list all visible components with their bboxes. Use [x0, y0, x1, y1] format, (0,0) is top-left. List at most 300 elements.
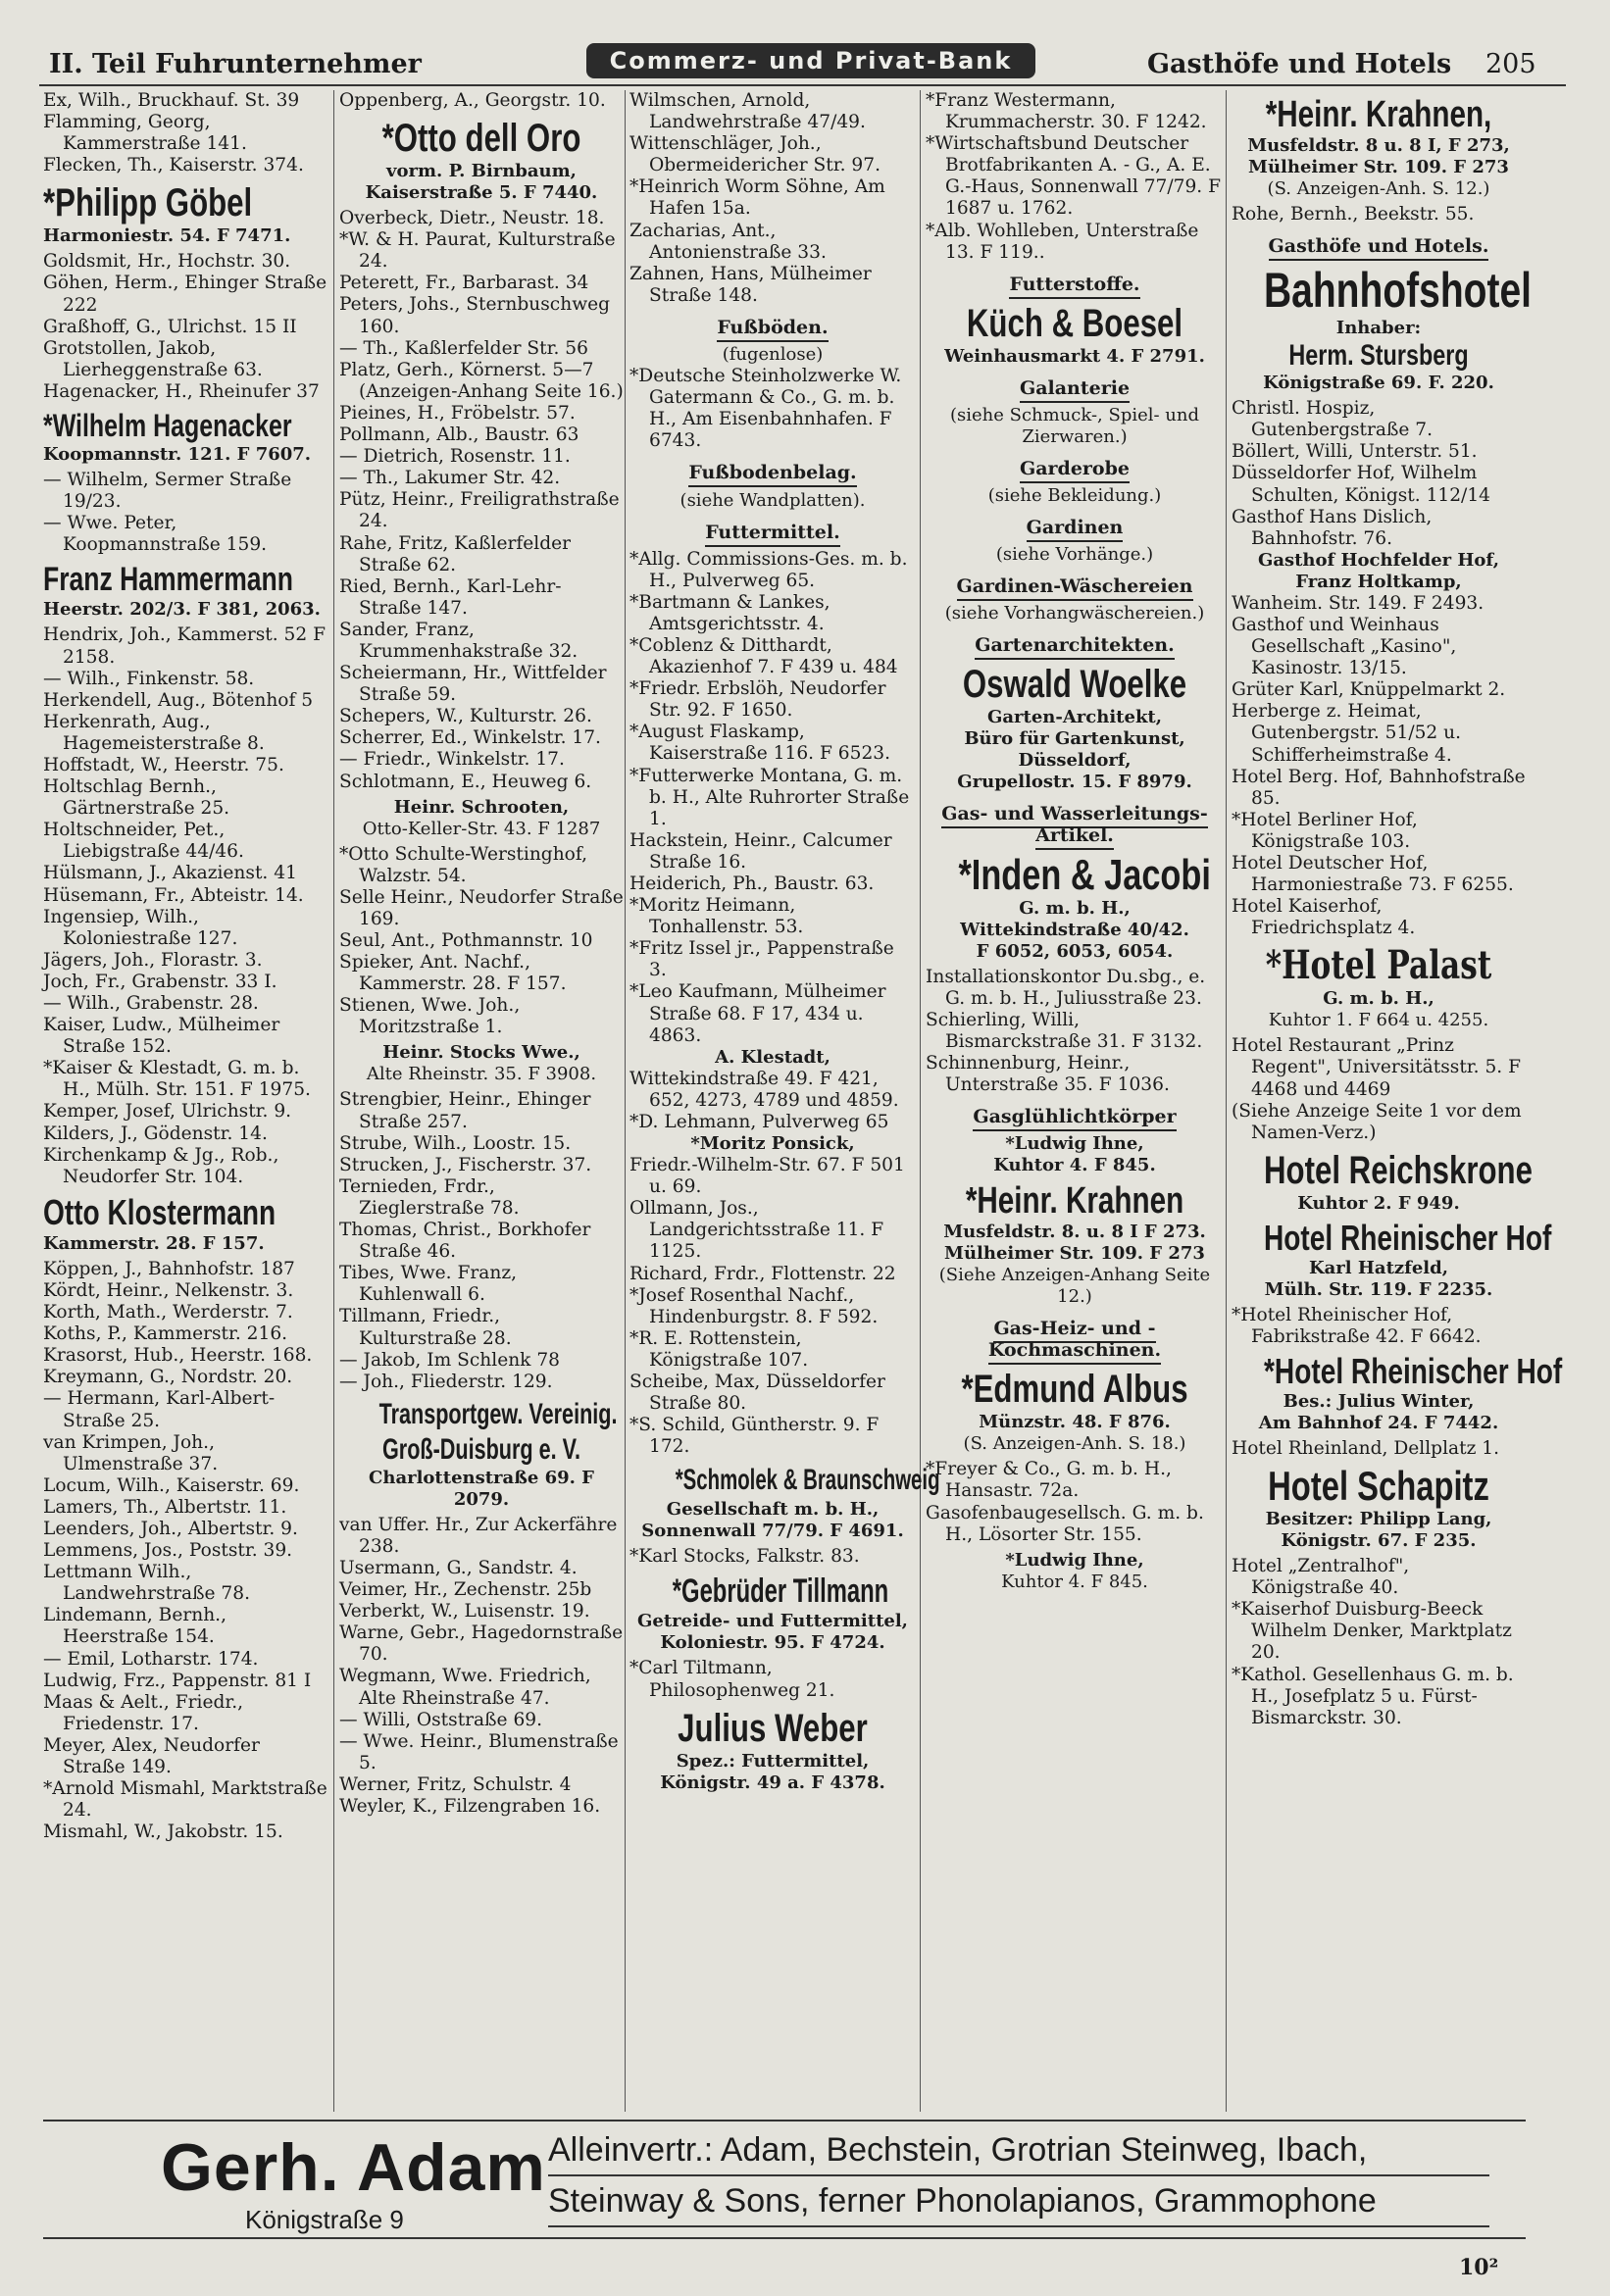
ad-line: Bes.: Julius Winter, [1283, 1391, 1475, 1412]
directory-entry: *Carl Tiltmann, Philosophenweg 21. [629, 1658, 835, 1701]
directory-entry: — Joh., Fliederstr. 129. [339, 1371, 553, 1392]
section-heading: Gasglühlichtkörper [926, 1106, 1224, 1127]
directory-entry: Gasthof und Weinhaus Gesellschaft „Kasino", Kasinostr. 13/15. [1232, 614, 1457, 679]
directory-entry: Gasofenbaugesellsch. G. m. b. H., Lösorter Str. 155. [926, 1502, 1204, 1545]
header-bank-banner: Commerz- und Privat-Bank [586, 43, 1035, 78]
directory-entry: Wittekindstraße 49. F 421, 652, 4273, 4789 und 4859. [629, 1068, 899, 1111]
directory-entry: *Arnold Mismahl, Marktstraße 24. [43, 1778, 327, 1822]
directory-entry: Kördt, Heinr., Nelkenstr. 3. [43, 1279, 294, 1301]
entry-name: *Moritz Ponsick, [690, 1133, 855, 1155]
ad-heinr-schrooten [339, 797, 624, 840]
directory-entry: *Otto Schulte-Werstinghof, Walzstr. 54. [339, 843, 588, 886]
directory-entry: Oppenberg, A., Georgstr. 10. [339, 90, 606, 111]
directory-entry: Hagenacker, H., Rheinufer 37 [43, 380, 320, 402]
ad-note: (S. Anzeigen-Anh. S. 12.) [1267, 178, 1490, 199]
directory-entry: Tillmann, Friedr., Kulturstraße 28. [339, 1306, 512, 1349]
ad-name: *Heinr. Krahnen [965, 1180, 1184, 1223]
entry-list [629, 90, 916, 307]
entry-list [629, 1069, 916, 1133]
ad-inden-jacobi [926, 850, 1224, 963]
entry-list [1232, 398, 1526, 550]
directory-entry: Hüsemann, Fr., Abteistr. 14. [43, 884, 304, 906]
entry-list [43, 1259, 327, 1844]
ad-line: Düsseldorf, [1018, 750, 1132, 772]
directory-entry: Selle Heinr., Neudorfer Straße 169. [339, 886, 624, 929]
entry-list [629, 366, 916, 452]
entry-list [1232, 593, 1526, 940]
ad-line: Musfeldstr. 8. u. 8 I F 273. [943, 1222, 1206, 1243]
section-note: (siehe Schmuck-, Spiel- und Zierwaren.) [949, 404, 1200, 447]
directory-entry: — Wilh., Finkenstr. 58. [43, 668, 255, 689]
ad-ludwig-ihne [926, 1133, 1224, 1176]
ad-name: Otto Klostermann [43, 1191, 277, 1232]
header-category: Gasthöfe und Hotels [1147, 49, 1452, 79]
ad-name: Oswald Woelke [962, 663, 1187, 707]
ad-name: Transportgew. Vereinig. [378, 1397, 618, 1430]
ad-ludwig-ihne-2 [926, 1550, 1224, 1593]
directory-entry: Usermann, G., Sandstr. 4. [339, 1557, 578, 1578]
directory-entry: Wittenschläger, Joh., Obermeidericher Str. 97. [629, 133, 880, 176]
section-heading: Galanterie [926, 377, 1224, 399]
ad-phone: F 6052, 6053, 6054. [976, 940, 1174, 962]
directory-entry: — Th., Lakumer Str. 42. [339, 468, 561, 489]
directory-entry: Lindemann, Bernh., Heerstraße 154. [43, 1605, 226, 1648]
directory-entry: Schierling, Willi, Bismarckstraße 31. F 3132. [926, 1009, 1203, 1052]
column-4 [926, 90, 1224, 2112]
section-heading: Fußbodenbelag. [629, 462, 916, 483]
column-1 [43, 90, 327, 2112]
ad-address: Kuhtor 1. F 664 u. 4255. [1268, 1010, 1489, 1031]
ad-address: Otto-Keller-Str. 43. F 1287 [362, 818, 601, 839]
bottom-advertisement [43, 2120, 1526, 2239]
directory-entry: Korth, Math., Werderstr. 7. [43, 1302, 293, 1323]
directory-entry: Installationskontor Du.sbg., e. G. m. b. H., Juliusstraße 23. [926, 966, 1206, 1009]
directory-entry: *Kaiser & Klestadt, G. m. b. H., Mülh. Str. 151. F 1975. [43, 1058, 311, 1101]
entry-list [1232, 1035, 1526, 1143]
column-3 [629, 90, 940, 2112]
directory-entry: Goldsmit, Hr., Hochstr. 30. [43, 251, 291, 273]
directory-entry: Platz, Gerh., Körnerst. 5—7 (Anzeigen-Anhang Seite 16.) [339, 359, 624, 402]
directory-entry: Veimer, Hr., Zechenstr. 25b [339, 1579, 592, 1601]
directory-entry: Hendrix, Joh., Kammerst. 52 F 2158. [43, 624, 327, 668]
ad-franz-hammermann [43, 560, 327, 621]
directory-entry: Leenders, Joh., Albertstr. 9. [43, 1518, 298, 1539]
directory-entry: Peterett, Fr., Barbarast. 34 [339, 273, 589, 294]
directory-entry: Grüter Karl, Knüppelmarkt 2. [1232, 679, 1506, 701]
directory-entry: Göhen, Herm., Ehinger Straße 222 [43, 273, 327, 316]
directory-entry: *Freyer & Co., G. m. b. H., Hansastr. 72a. [926, 1459, 1172, 1502]
directory-entry: *W. & H. Paurat, Kulturstraße 24. [339, 229, 616, 273]
directory-entry: Holtschneider, Pet., Liebigstraße 44/46. [43, 820, 244, 863]
entry-list [629, 549, 916, 1047]
directory-entry: Overbeck, Dietr., Neustr. 18. [339, 208, 605, 229]
directory-entry: Werner, Fritz, Schulstr. 4 [339, 1773, 572, 1795]
ad-owner: Herm. Stursberg [1288, 339, 1469, 373]
ad-line: Musfeldstr. 8 u. 8 I, F 273, [1247, 135, 1510, 156]
directory-entry: Heiderich, Ph., Baustr. 63. [629, 873, 875, 894]
directory-entry: Lettmann Wilh., Landwehrstraße 78. [43, 1562, 250, 1605]
directory-entry: *Futterwerke Montana, G. m. b. H., Alte Ruhrorter Straße 1. [629, 765, 910, 829]
ad-line: Mülheimer Str. 109. F 273 [1248, 157, 1509, 177]
directory-entry: Kilders, J., Gödenstr. 14. [43, 1123, 268, 1144]
directory-entry: — Dietrich, Rosenstr. 11. [339, 446, 571, 468]
directory-entry: Schlotmann, E., Heuweg 6. [339, 771, 592, 792]
directory-entry: — Wilhelm, Sermer Straße 19/23. [43, 470, 292, 513]
directory-entry: *Heinrich Worm Söhne, Am Hafen 15a. [629, 176, 885, 220]
directory-entry: Kirchenkamp & Jg., Rob., Neudorfer Str. 104. [43, 1144, 279, 1187]
directory-entry: Christl. Hospiz, Gutenbergstraße 7. [1232, 398, 1434, 441]
entry-list [339, 208, 624, 793]
section-heading: Futterstoffe. [926, 274, 1224, 295]
directory-entry: *Hotel Berliner Hof, Königstraße 103. [1232, 809, 1418, 852]
ad-hotel-schapitz [1232, 1464, 1526, 1552]
ad-line: Besitzer: Philipp Lang, [1265, 1509, 1492, 1530]
directory-entry: (Siehe Anzeige Seite 1 vor dem Namen-Verz.) [1232, 1100, 1522, 1143]
ad-line: Getreide- und Futtermittel, [637, 1611, 908, 1632]
directory-entry: van Krimpen, Joh., Ulmenstraße 37. [43, 1431, 219, 1474]
ad-hotel-reichskrone [1232, 1148, 1533, 1215]
ad-line: G. m. b. H., [1019, 897, 1131, 919]
directory-entry: Lamers, Th., Albertstr. 11. [43, 1496, 287, 1518]
directory-entry: Wanheim. Str. 149. F 2493. [1232, 592, 1484, 614]
ad-line: Gesellschaft m. b. H., [666, 1499, 880, 1521]
ad-heinr-krahnen-top [1232, 94, 1526, 200]
ad-hotel-rheinischer-hof-2 [1232, 1351, 1563, 1434]
directory-entry: Holtschlag Bernh., Gärtnerstraße 25. [43, 776, 230, 820]
ad-name: Heinr. Schrooten, [393, 796, 570, 818]
ad-name: Bahnhofshotel [1264, 263, 1532, 319]
ad-address: Kammerstr. 28. F 157. [43, 1232, 265, 1254]
ad-name: *Hotel Rheinischer Hof [1264, 1351, 1563, 1391]
ad-address: Kaiserstraße 5. F 7440. [365, 182, 598, 204]
directory-entry: Ried, Bernh., Karl-Lehr-Straße 147. [339, 575, 562, 619]
entry-list [43, 251, 327, 403]
directory-entry: Hotel „Zentralhof", Königstraße 40. [1232, 1556, 1410, 1599]
ad-address: Königstr. 67. F 235. [1281, 1530, 1477, 1552]
directory-entry: Herkenrath, Aug., Hagemeisterstraße 8. [43, 711, 265, 754]
directory-entry: *R. E. Rottenstein, Königstraße 107. [629, 1327, 809, 1371]
directory-entry: Krasorst, Hub., Heerstr. 168. [43, 1345, 313, 1367]
directory-entry: *Coblenz & Ditthardt, Akazienhof 7. F 439 u. 484 [629, 634, 898, 678]
directory-entry: Meyer, Alex, Neudorfer Straße 149. [43, 1734, 260, 1777]
directory-entry: Herberge z. Heimat, Gutenbergstr. 51/52 u. Schifferheimstraße 4. [1232, 701, 1462, 766]
directory-entry: *Allg. Commissions-Ges. m. b. H., Pulverweg 65. [629, 548, 908, 591]
directory-entry: Peters, Johs., Sternbuschweg 160. [339, 294, 611, 337]
directory-entry: — Hermann, Karl-Albert-Straße 25. [43, 1388, 276, 1431]
directory-entry: Hotel Kaiserhof, Friedrichsplatz 4. [1232, 896, 1416, 939]
directory-entry: Strengbier, Heinr., Ehinger Straße 257. [339, 1089, 591, 1132]
page-number: 205 [1485, 49, 1536, 79]
directory-entry: Wilmschen, Arnold, Landwehrstraße 47/49. [629, 90, 866, 133]
ad-address: Koopmannstr. 121. F 7607. [43, 444, 312, 466]
directory-entry: Hoffstadt, W., Heerstr. 75. [43, 754, 284, 775]
ad-kuech-boesel [926, 301, 1224, 368]
directory-entry: Flecken, Th., Kaiserstr. 374. [43, 155, 304, 176]
ad-address: Heerstr. 202/3. F 381, 2063. [43, 599, 321, 621]
ad-julius-weber [629, 1706, 916, 1794]
ad-line: Büro für Gartenkunst, [964, 728, 1185, 750]
ad-oswald-woelke [926, 662, 1224, 793]
ad-otto-klostermann [43, 1192, 327, 1255]
entry-list [1232, 1556, 1526, 1729]
column-divider [920, 90, 921, 2112]
directory-entry: Warne, Gebr., Hagedornstraße 70. [339, 1622, 624, 1666]
entry-list [339, 90, 624, 112]
entry-list [43, 90, 327, 176]
section-note: (siehe Vorhänge.) [995, 544, 1154, 566]
directory-entry: Jägers, Joh., Florastr. 3. [43, 949, 263, 971]
ad-note: (S. Anzeigen-Anh. S. 18.) [963, 1433, 1186, 1455]
ad-text-line: Steinway & Sons, ferner Phonolapianos, Grammophone [548, 2176, 1489, 2227]
ad-company-address: Königstraße 9 [245, 2205, 404, 2234]
ad-edmund-albus [926, 1367, 1224, 1455]
directory-entry: — Wwe. Peter, Koopmannstraße 159. [43, 513, 268, 556]
ad-name: Heinr. Stocks Wwe., [382, 1042, 580, 1064]
directory-entry: Strucken, J., Fischerstr. 37. [339, 1154, 592, 1175]
ad-name: Hotel Reichskrone [1264, 1148, 1533, 1192]
ad-line: Karl Hatzfeld, [1309, 1257, 1448, 1278]
directory-entry: Joch, Fr., Grabenstr. 33 I. [43, 971, 277, 992]
entry-name: A. Klestadt, [715, 1046, 830, 1068]
ad-address: Sonnenwall 77/79. F 4691. [641, 1521, 904, 1542]
directory-entry: Rahe, Fritz, Kaßlerfelder Straße 62. [339, 532, 571, 575]
ad-address: Kuhtor 4. F 845. [993, 1155, 1156, 1176]
directory-entry: Hotel Restaurant „Prinz Regent", Universitätsstr. 5. F 4468 und 4469 [1232, 1035, 1522, 1100]
ad-address: Königstr. 49 a. F 4378. [660, 1772, 885, 1793]
directory-entry: Koths, P., Kammerstr. 216. [43, 1323, 288, 1345]
directory-entry: — Friedr., Winkelstr. 17. [339, 749, 565, 771]
entry-list [339, 1515, 624, 1818]
ad-address: Kuhtor 4. F 845. [1001, 1571, 1148, 1592]
directory-entry: Scherrer, Ed., Winkelstr. 17. [339, 727, 601, 749]
ad-name: Hotel Schapitz [1268, 1463, 1489, 1510]
ad-line: Inhaber: [1335, 318, 1422, 339]
ad-heinr-krahnen [926, 1180, 1224, 1308]
directory-entry: Scheibe, Max, Düsseldorfer Straße 80. [629, 1371, 885, 1415]
section-heading: Gartenarchitekten. [926, 634, 1224, 656]
column-divider [333, 90, 334, 2112]
directory-entry: Ternieden, Frdr., Zieglerstraße 78. [339, 1175, 520, 1219]
directory-entry: Richard, Frdr., Flottenstr. 22 [629, 1263, 896, 1284]
ad-address: Koloniestr. 95. F 4724. [660, 1632, 885, 1654]
directory-entry: Thomas, Christ., Borkhofer Straße 46. [339, 1220, 591, 1263]
directory-entry: Hotel Deutscher Hof, Harmoniestraße 73. F 6255. [1232, 852, 1514, 896]
directory-entry: *Alb. Wohlleben, Unterstraße 13. F 119.. [926, 220, 1199, 263]
column-5 [1232, 90, 1563, 2112]
entry-list [926, 967, 1224, 1097]
directory-entry: *Bartmann & Lankes, Amtsgerichtsstr. 4. [629, 591, 830, 634]
directory-entry: *August Flaskamp, Kaiserstraße 116. F 6523. [629, 722, 891, 765]
ad-address: Alte Rheinstr. 35. F 3908. [366, 1064, 597, 1085]
directory-entry: *Kaiserhof Duisburg-Beeck Wilhelm Denker, Marktplatz 20. [1232, 1599, 1512, 1664]
directory-entry: Spieker, Ant. Nachf., Kammerstr. 28. F 157. [339, 952, 567, 995]
directory-entry: Weyler, K., Filzengraben 16. [339, 1796, 601, 1817]
directory-entry: Graßhoff, G., Ulrichst. 15 II [43, 316, 297, 337]
directory-entry: Maas & Aelt., Friedr., Friedenstr. 17. [43, 1691, 244, 1734]
ad-address: Königstraße 69. F. 220. [1263, 373, 1494, 394]
entry-list [43, 470, 327, 556]
section-note: (siehe Vorhangwäschereien.) [944, 603, 1205, 624]
ad-name: *Schmolek & Braunschweig [675, 1464, 940, 1497]
ad-name: *Ludwig Ihne, [1005, 1549, 1144, 1571]
ad-hotel-rheinischer-hof [1232, 1217, 1552, 1301]
directory-entry: Böllert, Willi, Unterstr. 51. [1232, 441, 1478, 463]
ad-name: *Gebrüder Tillmann [672, 1572, 889, 1611]
entry-list [43, 624, 327, 1187]
ad-note: (Siehe Anzeigen-Anhang Seite 12.) [938, 1265, 1211, 1308]
ad-line: Garten-Architekt, [987, 707, 1162, 728]
directory-entry: Sander, Franz, Krummenhakstraße 32. [339, 619, 579, 662]
ad-address: Charlottenstraße 69. F 2079. [369, 1467, 594, 1510]
directory-entry: Hotel Rheinland, Dellplatz 1. [1232, 1438, 1500, 1459]
directory-entry: *Moritz Heimann, Tonhallenstr. 53. [629, 895, 804, 938]
ad-address: Kuhtor 2. F 949. [1297, 1192, 1460, 1214]
ad-line: Mülheimer Str. 109. F 273 [944, 1243, 1205, 1265]
directory-entry: — Th., Kaßlerfelder Str. 56 [339, 337, 588, 359]
entry-list [1232, 1305, 1526, 1348]
ad-transportgew-vereinig [339, 1397, 624, 1511]
directory-entry: *Kathol. Gesellenhaus G. m. b. H., Josefplatz 5 u. Fürst-Bismarckstr. 30. [1232, 1664, 1514, 1728]
directory-entry: Ollmann, Jos., Landgerichtsstraße 11. F 1125. [629, 1198, 884, 1263]
directory-entry: Grotstollen, Jakob, Lierheggenstraße 63. [43, 337, 263, 380]
section-heading: Gasthöfe und Hotels. [1232, 235, 1526, 257]
ad-hotel-palast [1232, 943, 1526, 1031]
ad-text-line: Alleinvertr.: Adam, Bechstein, Grotrian Steinweg, Ibach, [548, 2125, 1489, 2176]
ad-name: *Inden & Jacobi [958, 850, 1211, 899]
ad-gebrueder-tillmann [629, 1572, 916, 1654]
directory-entry: *Leo Kaufmann, Mülheimer Straße 68. F 17, 434 u. 4863. [629, 981, 886, 1046]
directory-entry: Kreymann, G., Nordstr. 20. [43, 1367, 293, 1388]
directory-entry: van Uffer. Hr., Zur Ackerfähre 238. [339, 1514, 618, 1557]
section-note: (fugenlose) [722, 344, 824, 366]
column-divider [625, 90, 626, 2112]
ad-address: Weinhausmarkt 4. F 2791. [944, 345, 1205, 367]
directory-entry: *S. Schild, Güntherstr. 9. F 172. [629, 1415, 880, 1458]
directory-entry: Zahnen, Hans, Mülheimer Straße 148. [629, 263, 872, 306]
section-heading: Gas-Heiz- und -Kochmaschinen. [926, 1318, 1224, 1361]
ad-line: Wittekindstraße 40/42. [960, 919, 1189, 940]
entry-list [629, 1658, 916, 1701]
section-heading: Gardinen-Wäschereien [926, 575, 1224, 597]
directory-entry: Strube, Wilh., Loostr. 15. [339, 1132, 572, 1154]
entry-list [339, 844, 624, 1039]
directory-entry: *Franz Westermann, Krummacherstr. 30. F 1242. [926, 90, 1207, 133]
section-heading: Gardinen [926, 517, 1224, 538]
directory-entry: Gasthof Hans Dislich, Bahnhofstr. 76. [1232, 506, 1433, 549]
directory-entry: Schepers, W., Kulturstr. 26. [339, 706, 592, 727]
entry-name: Gasthof Hochfelder Hof, Franz Holtkamp, [1257, 549, 1500, 592]
ad-otto-dell-oro [339, 116, 624, 204]
directory-entry: — Jakob, Im Schlenk 78 [339, 1349, 561, 1371]
directory-entry: Stienen, Wwe. Joh., Moritzstraße 1. [339, 995, 521, 1038]
directory-entry: Hackstein, Heinr., Calcumer Straße 16. [629, 829, 892, 873]
directory-entry: Pütz, Heinr., Freiligrathstraße 24. [339, 489, 620, 532]
ad-name: Hotel Rheinischer Hof [1264, 1217, 1552, 1258]
directory-entry: *Friedr. Erbslöh, Neudorfer Str. 92. F 1650. [629, 678, 886, 722]
directory-entry: Ingensiep, Wilh., Koloniestraße 127. [43, 906, 238, 949]
entry-list [926, 1459, 1224, 1545]
directory-entry: *Fritz Issel jr., Pappenstraße 3. [629, 938, 894, 981]
directory-entry: *Wirtschaftsbund Deutscher Brotfabrikanten A. - G., A. E. G.-Haus, Sonnenwall 77/79. F 1687 u. 1762. [926, 133, 1221, 220]
entry-list [926, 90, 1224, 264]
ad-wilhelm-hagenacker [43, 407, 327, 466]
directory-entry: Hülsmann, J., Akazienst. 41 [43, 863, 297, 884]
entry-list [339, 1089, 624, 1392]
header-rule [39, 84, 1566, 86]
directory-entry: Ludwig, Frz., Pappenstr. 81 I [43, 1670, 312, 1691]
directory-entry: Herkendell, Aug., Bötenhof 5 [43, 689, 314, 711]
ad-address: Mülh. Str. 119. F 2235. [1264, 1278, 1493, 1300]
directory-entry: *Josef Rosenthal Nachf., Hindenburgstr. 8. F 592. [629, 1284, 879, 1327]
ad-name: *Philipp Göbel [43, 181, 253, 225]
directory-entry: — Wwe. Heinr., Blumenstraße 5. [339, 1730, 619, 1773]
directory-entry: *Deutsche Steinholzwerke W. Gatermann & Co., G. m. b. H., Am Eisenbahnhafen. F 6743. [629, 366, 902, 452]
directory-entry: *Hotel Rheinischer Hof, Fabrikstraße 42. F 6642. [1232, 1304, 1482, 1347]
entry-list [1232, 1438, 1526, 1460]
ad-text [548, 2125, 1489, 2227]
directory-entry: *D. Lehmann, Pulverweg 65 [629, 1111, 889, 1132]
section-note: (siehe Wandplatten). [679, 489, 866, 511]
section-note: (siehe Bekleidung.) [987, 485, 1162, 507]
ad-name: *Otto dell Oro [381, 117, 581, 161]
section-heading: Fußböden. [629, 317, 916, 338]
directory-entry: Verberkt, W., Luisenstr. 19. [339, 1601, 590, 1622]
directory-entry: Kemper, Josef, Ulrichstr. 9. [43, 1101, 292, 1123]
ad-address: Harmoniestr. 54. F 7471. [43, 225, 291, 247]
ad-name-line-2: Groß-Duisburg e. V. [381, 1432, 581, 1466]
ad-line: vorm. P. Birnbaum, [386, 161, 577, 182]
directory-entry: *Karl Stocks, Falkstr. 83. [629, 1546, 860, 1568]
ad-philipp-goebel [43, 180, 327, 247]
ad-name: *Heinr. Krahnen, [1265, 94, 1492, 135]
ad-name: *Ludwig Ihne, [1005, 1133, 1144, 1155]
directory-entry: Ex, Wilh., Bruckhauf. St. 39 [43, 90, 300, 111]
directory-entry: Tibes, Wwe. Franz, Kuhlenwall 6. [339, 1263, 518, 1306]
directory-entry: Pollmann, Alb., Baustr. 63 [339, 424, 579, 446]
ad-name: Küch & Boesel [966, 301, 1183, 345]
entry-list [629, 1546, 916, 1568]
ad-address: Grupellostr. 15. F 8979. [957, 772, 1192, 793]
ad-address: Am Bahnhof 24. F 7442. [1258, 1413, 1499, 1433]
printer-signature: 10² [1459, 2255, 1499, 2280]
ad-company-name: Gerh. Adam [161, 2130, 546, 2205]
directory-entry: Scheiermann, Hr., Wittfelder Straße 59. [339, 663, 607, 706]
column-2 [339, 90, 624, 2112]
directory-entry: Locum, Wilh., Kaiserstr. 69. [43, 1474, 300, 1496]
directory-entry: Düsseldorfer Hof, Wilhelm Schulten, Königst. 112/14 [1232, 463, 1490, 506]
directory-entry: — Wilh., Grabenstr. 28. [43, 993, 259, 1014]
directory-entry: — Emil, Lotharstr. 174. [43, 1648, 259, 1670]
section-heading: Futtermittel. [629, 522, 916, 543]
directory-entry: Köppen, J., Bahnhofstr. 187 [43, 1258, 295, 1279]
section-heading: Garderobe [926, 458, 1224, 479]
ad-line: Spez.: Futtermittel, [676, 1750, 870, 1772]
directory-entry: Pieines, H., Fröbelstr. 57. [339, 402, 576, 424]
ad-address: Münzstr. 48. F 876. [979, 1412, 1171, 1433]
ad-name: Franz Hammermann [43, 561, 293, 599]
ad-name: *Hotel Palast [1265, 942, 1492, 989]
entry-list [1232, 204, 1526, 225]
directory-entry: Wegmann, Wwe. Friedrich, Alte Rheinstraße 47. [339, 1666, 591, 1709]
ad-heinr-stocks [339, 1042, 624, 1085]
ad-bahnhofshotel [1232, 263, 1532, 394]
entry-list [629, 1155, 916, 1458]
ad-schmolek-braunschweig [629, 1462, 940, 1542]
directory-entry: Rohe, Bernh., Beekstr. 55. [1232, 204, 1475, 225]
ad-name: Julius Weber [678, 1706, 868, 1750]
directory-entry: — Willi, Oststraße 69. [339, 1709, 543, 1730]
section-heading: Gas- und Wasserleitungs-Artikel. [926, 803, 1224, 846]
